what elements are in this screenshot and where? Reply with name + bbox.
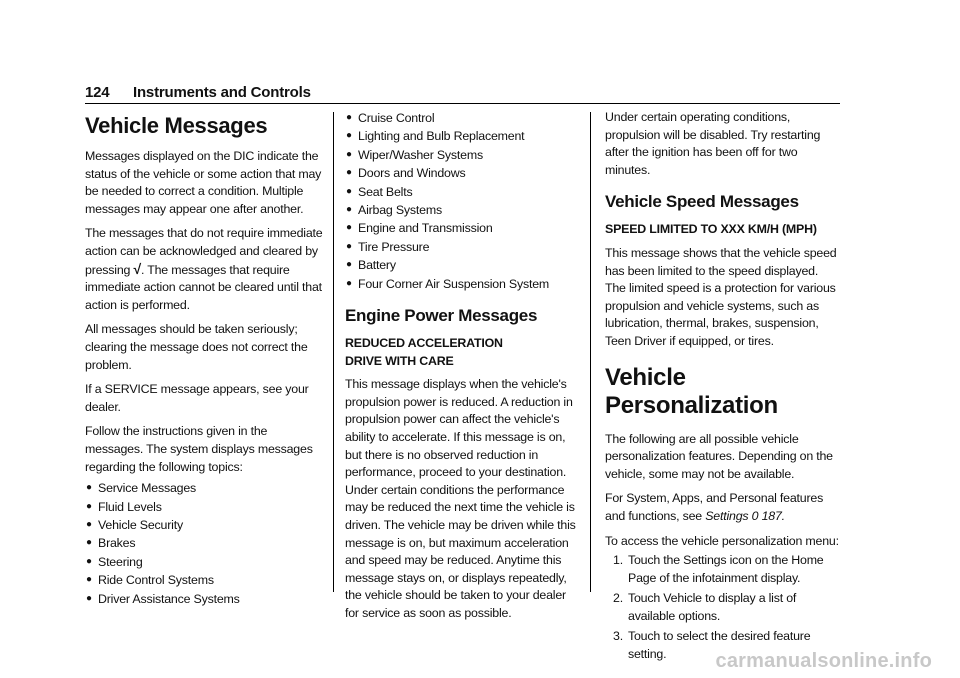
vehicle-messages-title: Vehicle Messages xyxy=(85,113,268,138)
bullet-icon: ● xyxy=(86,518,92,530)
acknowledge-text-end: . The messages that require immediate action cannot be cleared until that action is performed. xyxy=(85,262,322,312)
list-item: ● Brakes xyxy=(85,534,325,552)
list-item: ● Four Corner Air Suspension System xyxy=(345,275,580,293)
bullet-icon: ● xyxy=(346,167,352,179)
list-item: ● Airbag Systems xyxy=(345,201,580,219)
reduced-acceleration-subheading: REDUCED ACCELERATION DRIVE WITH CARE xyxy=(345,336,503,368)
list-item: ● Lighting and Bulb Replacement xyxy=(345,127,580,145)
list-item: ● Vehicle Security xyxy=(85,516,325,534)
list-item: ● Engine and Transmission xyxy=(345,219,580,237)
propulsion-disabled-paragraph: Under certain operating conditions, propulsion will be disabled. Try restarting after the ignition has been off for two minutes. xyxy=(605,110,821,177)
bullet-icon: ● xyxy=(346,277,352,289)
list-item: ● Wiper/Washer Systems xyxy=(345,146,580,164)
list-item: ● Seat Belts xyxy=(345,183,580,201)
column-2 xyxy=(345,109,580,630)
bullet-icon: ● xyxy=(346,204,352,216)
settings-reference-paragraph: For System, Apps, and Personal features and functions, see Settings 0 187. xyxy=(605,491,824,523)
bullet-icon: ● xyxy=(86,592,92,604)
column-divider-2 xyxy=(590,112,591,592)
page-header xyxy=(85,84,840,101)
list-item: 1. Touch the Settings icon on the Home Page of the infotainment display. xyxy=(613,553,824,585)
seriously-paragraph: All messages should be taken seriously; clearing the message does not correct the problem. xyxy=(85,322,308,372)
bullet-icon: ● xyxy=(86,482,92,494)
access-menu-paragraph: To access the vehicle personalization menu: xyxy=(605,533,839,548)
list-item: 2. Touch Vehicle to display a list of available options. xyxy=(613,591,797,623)
section-title: Instruments and Controls xyxy=(133,84,311,101)
list-item: ● Driver Assistance Systems xyxy=(85,590,325,608)
list-item: ● Tire Pressure xyxy=(345,238,580,256)
column-divider-1 xyxy=(333,112,334,592)
bullet-icon: ● xyxy=(86,537,92,549)
bullet-icon: ● xyxy=(346,130,352,142)
column-1 xyxy=(85,113,325,616)
bullet-icon: ● xyxy=(346,240,352,252)
bullet-icon: ● xyxy=(346,148,352,160)
bullet-icon: ● xyxy=(86,574,92,586)
intro-paragraph: Messages displayed on the DIC indicate the status of the vehicle or some action that may be needed to correct a condition. Multiple messages may appear one after another. xyxy=(85,149,322,216)
service-paragraph: If a SERVICE message appears, see your dealer. xyxy=(85,382,309,414)
acknowledge-paragraph xyxy=(85,225,325,314)
bullet-icon: ● xyxy=(346,222,352,234)
watermark: carmanualsonline.info xyxy=(715,650,932,672)
bullet-icon: ● xyxy=(346,112,352,123)
list-item: ● Doors and Windows xyxy=(345,164,580,182)
follow-paragraph: Follow the instructions given in the messages. The system displays messages regarding the following topics: xyxy=(85,424,313,474)
engine-power-body: This message displays when the vehicle's propulsion power is reduced. A reduction in propulsion power can affect the vehicle's ability to accelerate. If this message is on, but there is no observed reduction in performance, proceed to your destination. Under certain conditions the performance may be reduced the next time the vehicle is driven. The vehicle may be driven while this message is on, but maximum acceleration and speed may be reduced. Anytime this message stays on, or displays repeatedly, the vehicle should be taken to your dealer for service as soon as possible. xyxy=(345,377,576,620)
bullet-icon: ● xyxy=(86,500,92,512)
engine-power-heading: Engine Power Messages xyxy=(345,306,538,326)
bullet-icon: ● xyxy=(346,259,352,271)
topics-list-1 xyxy=(85,479,325,608)
list-item: ● Steering xyxy=(85,553,325,571)
acknowledge-text-start: The messages that do not require immediate action can be acknowledged and cleared by pressing xyxy=(85,226,323,277)
speed-limited-subheading: SPEED LIMITED TO XXX KM/H (MPH) xyxy=(605,222,817,237)
header-rule xyxy=(85,103,840,104)
speed-limited-body: This message shows that the vehicle speed has been limited to the speed displayed. The limited speed is a protection for various propulsion and vehicle systems, such as lubrication, thermal, brakes, suspension, Teen Driver if equipped, or tires. xyxy=(605,245,837,348)
list-item: ● Service Messages xyxy=(85,479,325,497)
bullet-icon: ● xyxy=(346,185,352,197)
list-item: ● Ride Control Systems xyxy=(85,571,325,589)
steps-list xyxy=(605,552,840,664)
vehicle-personalization-title: Vehicle Personalization xyxy=(605,363,778,419)
personalization-intro: The following are all possible vehicle personalization features. Depending on the vehicle, some may not be available. xyxy=(605,431,833,481)
list-item: ● Cruise Control xyxy=(345,109,580,127)
page-reference[interactable]: 0 187. xyxy=(751,508,785,523)
column-3 xyxy=(605,109,840,667)
list-item: 3. Touch to select the desired feature setting. xyxy=(613,629,811,662)
settings-link[interactable]: Settings xyxy=(705,508,749,523)
list-item: ● Battery xyxy=(345,256,580,274)
page-number: 124 xyxy=(85,84,110,101)
checkmark-icon: √ xyxy=(133,260,141,277)
topics-list-2 xyxy=(345,109,580,293)
vehicle-speed-heading: Vehicle Speed Messages xyxy=(605,192,799,212)
bullet-icon: ● xyxy=(86,555,92,567)
list-item: ● Fluid Levels xyxy=(85,498,325,516)
